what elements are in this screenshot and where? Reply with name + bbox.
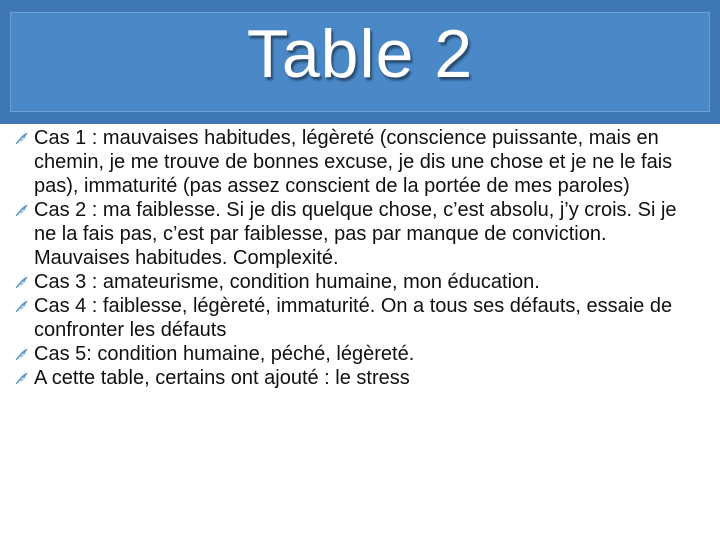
- feather-quill-icon: [14, 131, 29, 146]
- feather-quill-icon: [14, 347, 29, 362]
- bullet-text: A cette table, certains ont ajouté : le stress: [34, 367, 410, 389]
- bullet-item-4: [14, 294, 704, 342]
- bullet-text: Cas 4 : faiblesse, légèreté, immaturité. On a tous ses défauts, essaie de confronter les défauts: [34, 295, 673, 341]
- bullet-text: Cas 1 : mauvaises habitudes, légèreté (conscience puissante, mais en chemin, je me trouve de bonnes excuse, je dis une chose et je ne le fais pas), immaturité (pas assez conscient de la portée de mes paroles): [34, 127, 673, 197]
- bullet-item-6: [14, 366, 704, 390]
- bullet-list: [14, 126, 704, 390]
- slide-title: Table 2: [246, 16, 474, 92]
- feather-quill-icon: [14, 275, 29, 290]
- feather-quill-icon: [14, 203, 29, 218]
- feather-quill-icon: [14, 371, 29, 386]
- bullet-item-1: [14, 126, 704, 198]
- bullet-text: Cas 2 : ma faiblesse. Si je dis quelque chose, c’est absolu, j’y crois. Si je ne la fais pas, c’est par faiblesse, pas par manque de conviction. Mauvaises habitudes. Complexité.: [34, 199, 677, 269]
- bullet-text: Cas 3 : amateurisme, condition humaine, mon éducation.: [34, 271, 540, 293]
- bullet-item-2: [14, 198, 704, 270]
- bullet-item-3: [14, 270, 704, 294]
- bullet-text: Cas 5: condition humaine, péché, légèreté.: [34, 343, 415, 365]
- bullet-item-5: [14, 342, 704, 366]
- feather-quill-icon: [14, 299, 29, 314]
